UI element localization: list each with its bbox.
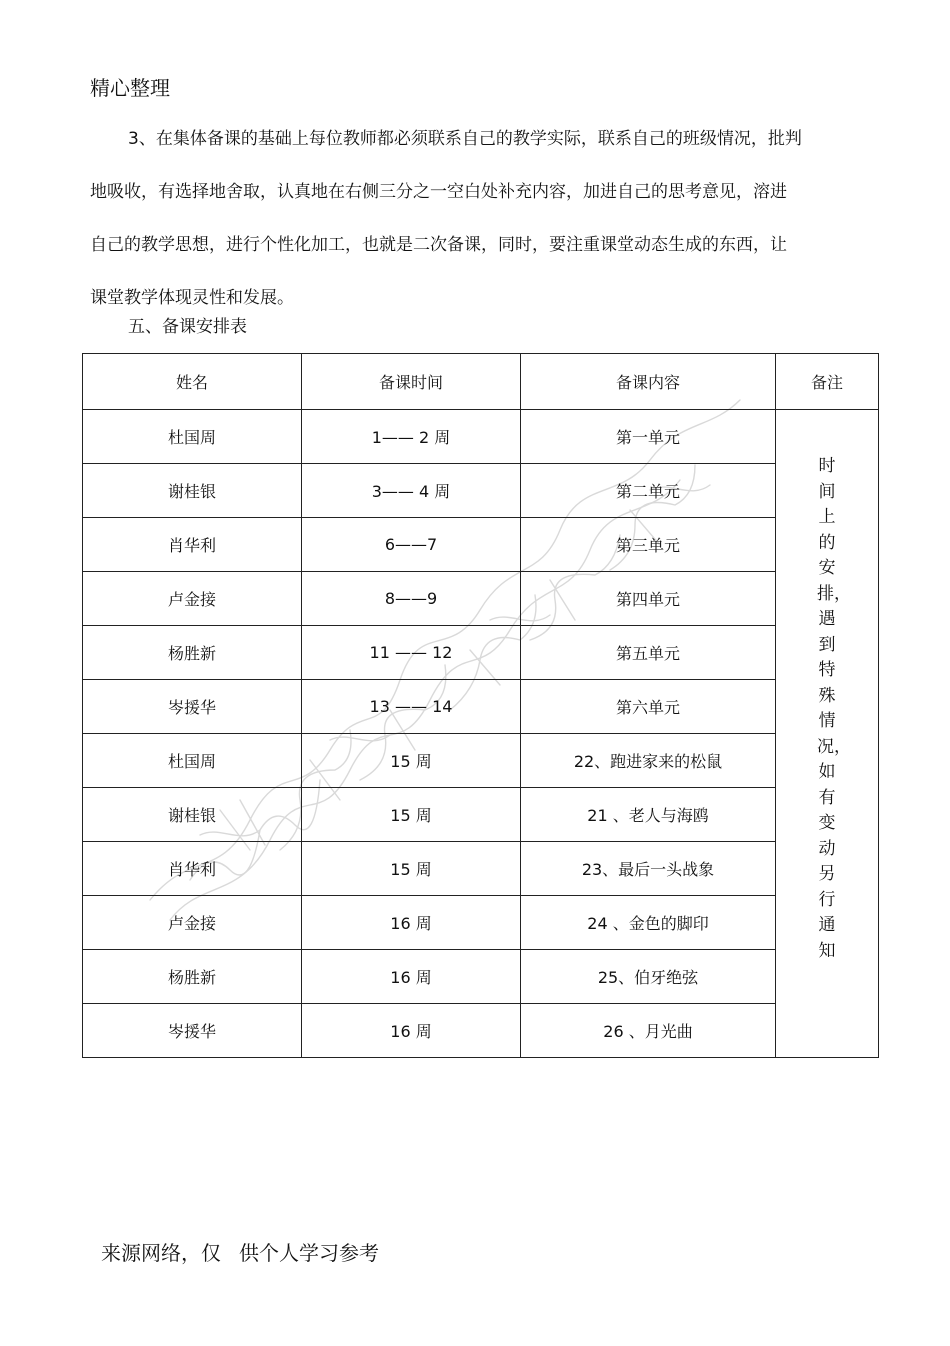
paragraph-line: 3、在集体备课的基础上每位教师都必须联系自己的教学实际，联系自己的班级情况，批判 [128,129,802,149]
table-row [83,1004,879,1058]
cell-content: 第三单元 [521,518,776,572]
section-title: 五、备课安排表 [128,317,247,337]
cell-content: 26 、月光曲 [521,1004,776,1058]
table-row [83,950,879,1004]
cell-content: 第一单元 [521,410,776,464]
body-paragraph [90,113,850,325]
cell-name: 谢桂银 [83,788,302,842]
cell-content: 第六单元 [521,680,776,734]
cell-name: 卢金接 [83,572,302,626]
cell-time: 3—— 4 周 [302,464,521,518]
header-content: 备课内容 [521,354,776,410]
cell-time: 8——9 [302,572,521,626]
cell-time: 15 周 [302,734,521,788]
cell-name: 谢桂银 [83,464,302,518]
cell-time: 1—— 2 周 [302,410,521,464]
footer-part1: 来源网络，仅 [101,1241,221,1265]
paragraph-line: 课堂教学体现灵性和发展。 [90,288,294,308]
cell-name: 岑援华 [83,1004,302,1058]
cell-content: 25、伯牙绝弦 [521,950,776,1004]
table-row [83,842,879,896]
footer-part2: 供个人学习参考 [239,1241,379,1265]
header-note: 备注 [776,354,879,410]
cell-name: 杨胜新 [83,950,302,1004]
cell-name: 岑援华 [83,680,302,734]
cell-name: 杨胜新 [83,626,302,680]
table-row [83,410,879,464]
table-row [83,680,879,734]
cell-content: 23、最后一头战象 [521,842,776,896]
cell-name: 肖华利 [83,518,302,572]
cell-time: 6——7 [302,518,521,572]
cell-time: 15 周 [302,842,521,896]
header-time: 备课时间 [302,354,521,410]
note-cell [776,410,879,1058]
cell-content: 第四单元 [521,572,776,626]
page-header-title: 精心整理 [90,76,170,100]
cell-content: 第五单元 [521,626,776,680]
cell-name: 杜国周 [83,410,302,464]
cell-time: 15 周 [302,788,521,842]
cell-name: 杜国周 [83,734,302,788]
table-row [83,572,879,626]
cell-time: 11 —— 12 [302,626,521,680]
cell-name: 肖华利 [83,842,302,896]
footer-note [101,1238,379,1268]
cell-content: 第二单元 [521,464,776,518]
cell-time: 16 周 [302,950,521,1004]
note-text: 时间上的安排，遇到特殊情况，如有变动另行通知 [817,456,851,961]
paragraph-line: 自己的教学思想，进行个性化加工，也就是二次备课，同时，要注重课堂动态生成的东西，让 [90,235,787,255]
table-header-row [83,354,879,410]
table-row [83,464,879,518]
table-row [83,896,879,950]
cell-time: 16 周 [302,896,521,950]
cell-content: 21 、老人与海鸥 [521,788,776,842]
cell-content: 22、跑进家来的松鼠 [521,734,776,788]
cell-name: 卢金接 [83,896,302,950]
cell-time: 13 —— 14 [302,680,521,734]
table-row [83,518,879,572]
table-row [83,734,879,788]
header-name: 姓名 [83,354,302,410]
cell-content: 24 、金色的脚印 [521,896,776,950]
table-row [83,788,879,842]
schedule-table [82,353,879,1058]
table-row [83,626,879,680]
paragraph-line: 地吸收，有选择地舍取，认真地在右侧三分之一空白处补充内容，加进自己的思考意见，溶进 [90,182,787,202]
cell-time: 16 周 [302,1004,521,1058]
